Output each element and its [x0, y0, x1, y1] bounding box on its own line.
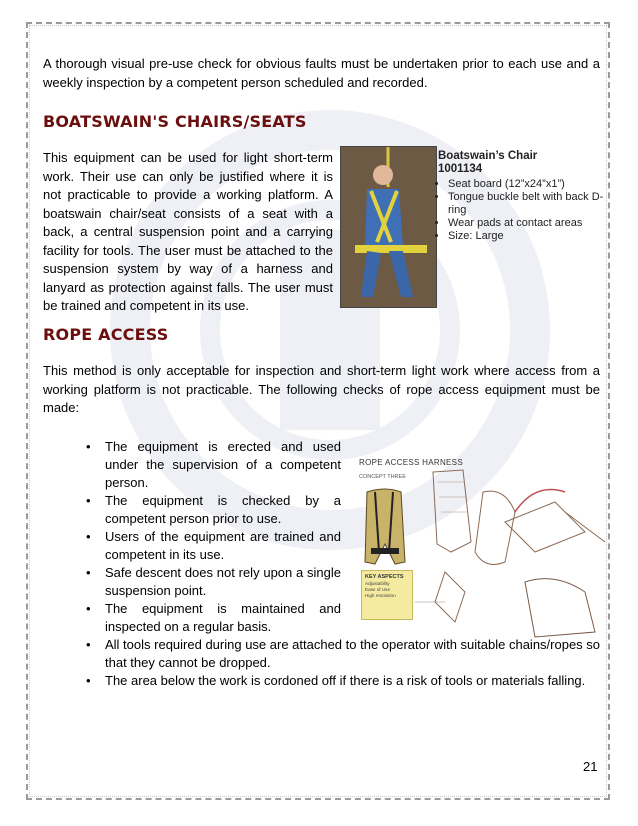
- key-aspects-title: KEY ASPECTS: [365, 574, 404, 580]
- caption-item: • Size: Large: [448, 230, 612, 243]
- boatswain-paragraph: This equipment can be used for light short-term work. Their use can only be justified where it is not practicable to provide a working platform. A boatswain chair/seat consists of a seat with a back, a central suspension point and a carrying facility for tools. The user must be attached to the suspension system by way of a harness and lanyard as protection against falls. The user must be trained and competent in its use.: [43, 150, 333, 313]
- boatswain-chair-code: 1001134: [438, 163, 483, 175]
- list-item: • All tools required during use are attached to the operator with suitable chains/ropes so that they cannot be dropped.: [86, 636, 600, 672]
- person-in-chair-icon: [341, 147, 436, 307]
- caption-item: • Seat board (12”x24”x1”): [448, 178, 612, 191]
- harness-figure-title: ROPE ACCESS HARNESS: [359, 458, 463, 467]
- caption-item: • Tongue buckle belt with back D-ring: [448, 191, 612, 217]
- list-item: • Safe descent does not rely upon a single suspension point.: [86, 564, 341, 600]
- caption-item: • Wear pads at contact areas: [448, 217, 612, 230]
- rope-access-harness-figure: [355, 452, 610, 647]
- key-aspect-item: High resolution: [365, 593, 396, 598]
- boatswain-chair-photo: [340, 146, 437, 308]
- page-number: 21: [583, 759, 598, 774]
- harness-figure-subtitle: CONCEPT THREE: [359, 474, 406, 480]
- key-aspect-item: Ease of Use: [365, 587, 391, 592]
- list-item: • The area below the work is cordoned off if there is a risk of tools or materials falling.: [86, 672, 600, 690]
- boatswain-chair-title: Boatswain’s Chair: [438, 150, 538, 162]
- section-heading-rope-access: ROPE ACCESS: [43, 325, 169, 344]
- list-item: • The equipment is checked by a competent person prior to use.: [86, 492, 341, 528]
- boatswain-chair-figure: [340, 146, 612, 308]
- list-item: • The equipment is erected and used under the supervision of a competent person.: [86, 438, 341, 492]
- intro-paragraph: A thorough visual pre-use check for obvious faults must be undertaken prior to each use and a weekly inspection by a competent person scheduled and recorded.: [43, 56, 600, 90]
- section-heading-boatswain: BOATSWAIN'S CHAIRS/SEATS: [43, 112, 307, 131]
- list-item: • The equipment is maintained and inspected on a regular basis.: [86, 600, 341, 636]
- list-item: • Users of the equipment are trained and competent in its use.: [86, 528, 341, 564]
- key-aspect-item: Adjustability: [365, 581, 390, 586]
- key-aspects-box: [361, 570, 413, 620]
- rope-access-paragraph: This method is only acceptable for inspection and short-term light work where access from a working platform is not practicable. The following checks of rope access equipment must be made:: [43, 363, 600, 415]
- boatswain-chair-caption: [438, 150, 612, 243]
